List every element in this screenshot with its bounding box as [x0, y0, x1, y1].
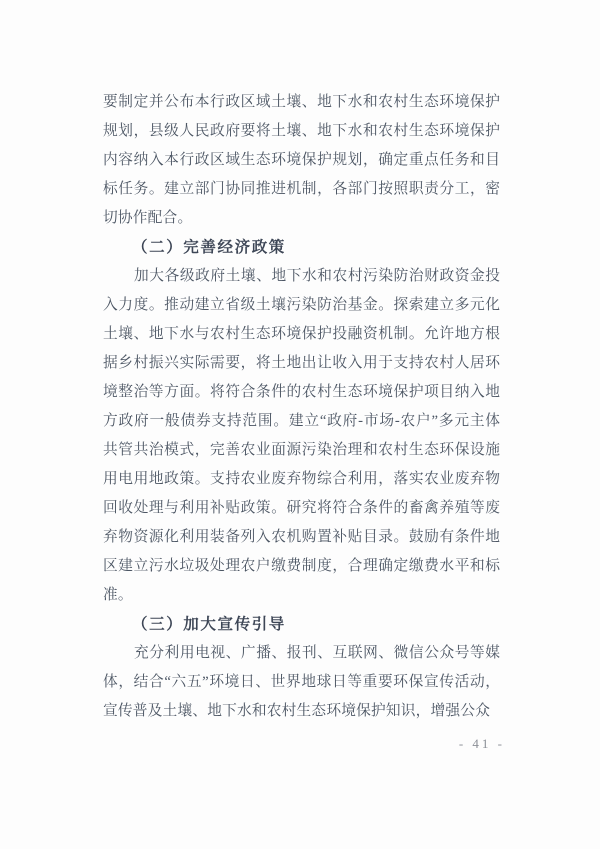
text-line: 境整治等方面。将符合条件的农村生态环境保护项目纳入地 [103, 384, 500, 400]
text-line: 切协作配合。 [103, 210, 193, 226]
text-line: 弃物资源化利用装备列入农机购置补贴目录。鼓励有条件地 [103, 529, 500, 545]
text-line: 据乡村振兴实际需要，将土地出让收入用于支持农村人居环 [103, 355, 500, 371]
text-line: 内容纳入本行政区域生态环境保护规划，确定重点任务和目 [103, 152, 500, 168]
text-line: 加大各级政府土壤、地下水和农村污染防治财政资金投 [134, 268, 500, 284]
section-heading: （三）加大宣传引导 [132, 616, 286, 633]
text-line: 标任务。建立部门协同推进机制，各部门按照职责分工，密 [103, 181, 500, 197]
text-line: 准。 [103, 587, 133, 603]
text-block [103, 88, 500, 726]
page-number: - 41 - [458, 736, 505, 751]
section-heading: （二）完善经济政策 [132, 239, 286, 256]
text-line: 入力度。推动建立省级土壤污染防治基金。探索建立多元化 [103, 297, 500, 313]
text-line: 共管共治模式，完善农业面源污染治理和农村生态环保设施 [103, 442, 500, 458]
text-line: 回收处理与利用补贴政策。研究将符合条件的畜禽养殖等废 [103, 500, 500, 516]
text-line: 充分利用电视、广播、报刊、互联网、微信公众号等媒 [134, 645, 500, 661]
text-line: 要制定并公布本行政区域土壤、地下水和农村生态环境保护 [103, 94, 500, 110]
text-line: 用电用地政策。支持农业废弃物综合利用，落实农业废弃物 [103, 471, 500, 487]
text-line: 体，结合“六五”环境日、世界地球日等重要环保宣传活动， [103, 674, 500, 690]
text-line: 宣传普及土壤、地下水和农村生态环境保护知识，增强公众 [103, 703, 491, 719]
text-line: 区建立污水垃圾处理农户缴费制度，合理确定缴费水平和标 [103, 558, 500, 574]
text-line: 方政府一般债券支持范围。建立“政府-市场-农户”多元主体 [103, 413, 500, 429]
text-line: 土壤、地下水与农村生态环境保护投融资机制。允许地方根 [103, 326, 500, 342]
text-line: 规划，县级人民政府要将土壤、地下水和农村生态环境保护 [103, 123, 500, 139]
